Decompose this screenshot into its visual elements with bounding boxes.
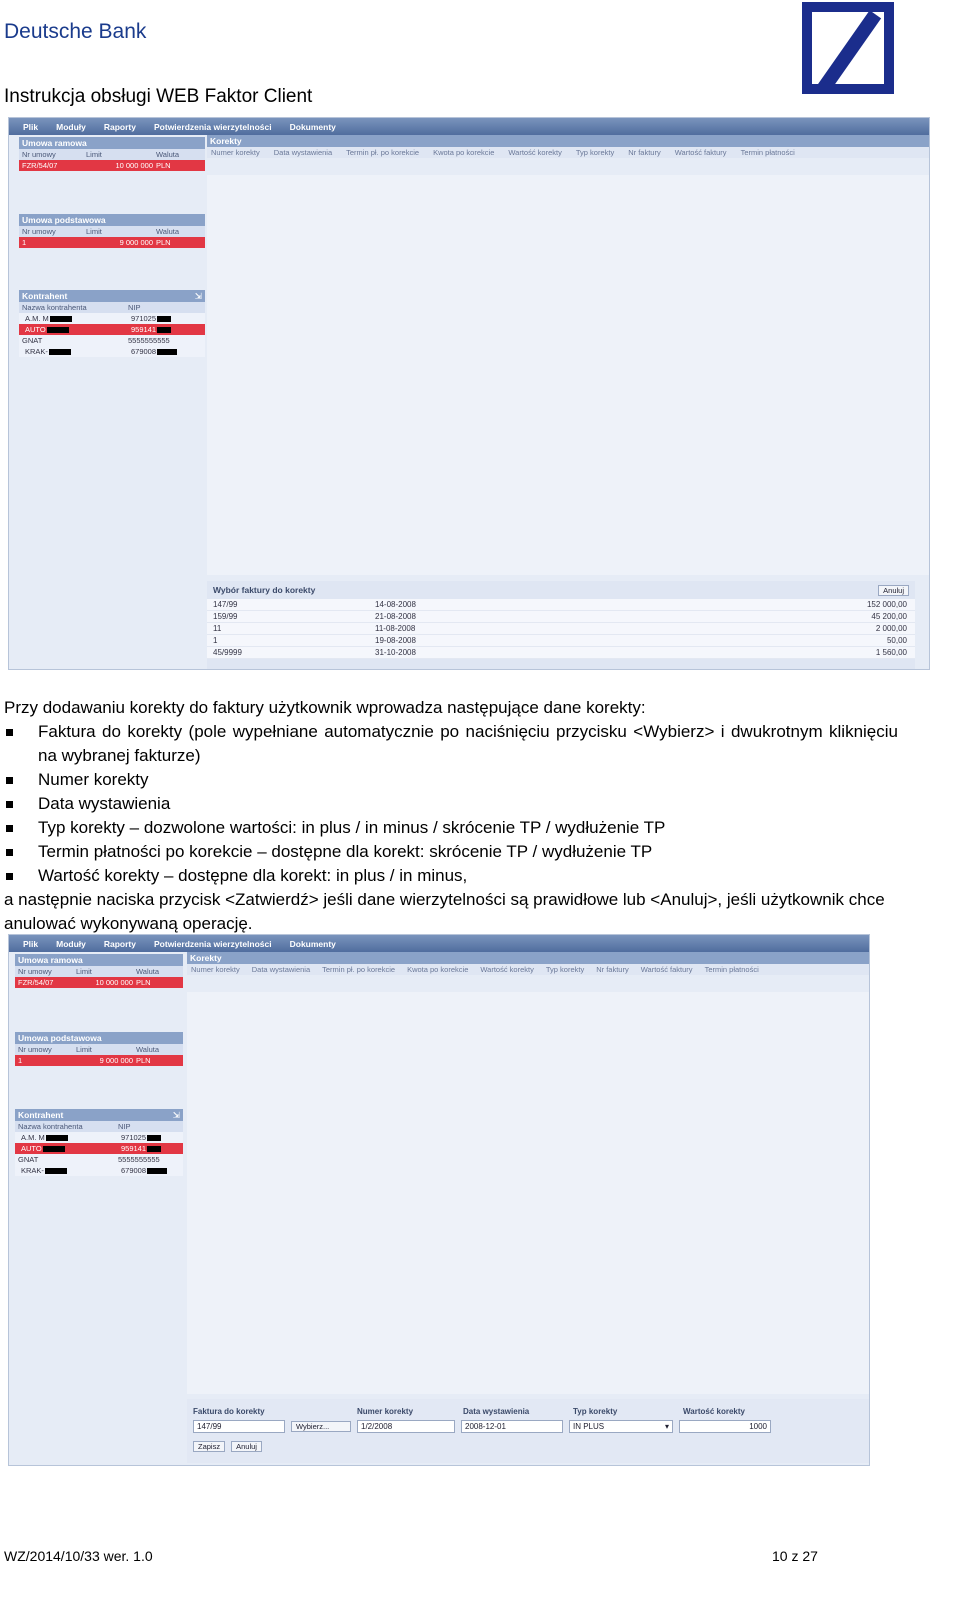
table-row[interactable]	[19, 346, 205, 357]
col-nr-faktury[interactable]: Nr faktury	[628, 148, 661, 157]
cell: 31-10-2008	[375, 648, 416, 657]
col-termin-po-korekcie[interactable]: Termin pł. po korekcie	[322, 965, 396, 974]
cell: AUTO	[21, 1144, 42, 1153]
select-invoice-button[interactable]: Wybierz...	[291, 1421, 351, 1432]
list-item: Numer korekty	[4, 768, 898, 792]
col-data-wystawienia[interactable]: Data wystawienia	[251, 965, 311, 974]
cell: 971025	[121, 1133, 147, 1142]
cell: 5555555555	[128, 336, 170, 345]
correction-value-field[interactable]: 1000	[679, 1420, 771, 1433]
invoice-field[interactable]: 147/99	[193, 1420, 285, 1433]
cell: GNAT	[22, 336, 43, 345]
cell: 5555555555	[118, 1155, 160, 1164]
col-nazwa: Nazwa kontrahenta	[22, 303, 87, 312]
save-button[interactable]: Zapisz	[193, 1441, 225, 1452]
col-nr-umowy: Nr umowy	[18, 967, 52, 976]
kontrahent-panel	[15, 1109, 183, 1176]
cell: 1 560,00	[875, 648, 907, 657]
umowa-podstawowa-panel	[19, 214, 205, 248]
correction-number-field[interactable]: 1/2/2008	[357, 1420, 455, 1433]
col-termin-platnosci[interactable]: Termin płatności	[740, 148, 795, 157]
label-wartosc: Wartość korekty	[683, 1407, 745, 1416]
cell: 14-08-2008	[375, 600, 416, 609]
cell: A.M. M	[25, 314, 49, 323]
cell: GNAT	[18, 1155, 39, 1164]
col-nr-umowy: Nr umowy	[22, 150, 56, 159]
cell: 679008	[121, 1166, 147, 1175]
panel-title: Korekty	[210, 136, 242, 146]
invoice-picker-dialog	[207, 581, 915, 670]
table-row[interactable]	[207, 611, 915, 623]
cell: 9 000 000	[99, 1056, 133, 1065]
col-termin-po-korekcie[interactable]: Termin pł. po korekcie	[346, 148, 420, 157]
cell: 45/9999	[213, 648, 242, 657]
list-item: Data wystawienia	[4, 792, 898, 816]
menu-plik[interactable]: Plik	[23, 121, 39, 132]
document-title: Instrukcja obsługi WEB Faktor Client	[4, 86, 313, 107]
col-nr-umowy: Nr umowy	[18, 1045, 52, 1054]
panel-title: Umowa ramowa	[22, 138, 87, 148]
table-row[interactable]	[207, 599, 915, 611]
col-waluta: Waluta	[156, 227, 180, 236]
table-row[interactable]	[19, 335, 205, 346]
cell: KRAK-	[25, 347, 48, 356]
cell: 959141	[121, 1144, 147, 1153]
table-row[interactable]	[15, 1154, 183, 1165]
cell: 21-08-2008	[375, 612, 416, 621]
cell: PLN	[156, 161, 171, 170]
cell: 2 000,00	[875, 624, 907, 633]
outro-paragraph: a następnie naciska przycisk <Zatwierdź> jeśli dane wierzytelności są prawidłowe lub <Anuluj>, jeśli użytkownik chce anulować wykonywaną operację.	[4, 890, 885, 933]
col-nr-faktury[interactable]: Nr faktury	[596, 965, 629, 974]
menu-raporty[interactable]: Raporty	[103, 938, 136, 949]
korekty-panel	[207, 135, 929, 175]
collapse-icon[interactable]: ⇲	[172, 1109, 180, 1120]
cell: 45 200,00	[871, 612, 907, 621]
col-wartosc-korekty[interactable]: Wartość korekty	[508, 148, 562, 157]
list-item: Typ korekty – dozwolone wartości: in plus / in minus / skrócenie TP / wydłużenie TP	[4, 816, 898, 840]
cell: PLN	[136, 1056, 151, 1065]
col-nr-umowy: Nr umowy	[22, 227, 56, 236]
table-row[interactable]	[207, 623, 915, 635]
cell: 11-08-2008	[375, 624, 416, 633]
screenshot-invoice-picker	[8, 117, 930, 670]
col-wartosc-korekty[interactable]: Wartość korekty	[480, 965, 534, 974]
panel-title: Kontrahent	[18, 1110, 64, 1120]
col-limit: Limit	[76, 967, 92, 976]
cell: A.M. M	[21, 1133, 45, 1142]
kontrahent-panel	[19, 290, 205, 357]
table-row[interactable]	[19, 237, 205, 248]
intro-paragraph: Przy dodawaniu korekty do faktury użytkownik wprowadza następujące dane korekty:	[4, 698, 646, 717]
col-waluta: Waluta	[136, 1045, 160, 1054]
cell: 1	[213, 636, 218, 645]
panel-title: Umowa podstawowa	[18, 1033, 102, 1043]
label-faktura: Faktura do korekty	[193, 1407, 265, 1416]
cell: 1	[22, 238, 27, 247]
cell: PLN	[136, 978, 151, 987]
menu-bar	[9, 118, 929, 135]
deutsche-bank-logo	[802, 2, 894, 94]
col-kwota-po-korekcie[interactable]: Kwota po korekcie	[433, 148, 495, 157]
table-row[interactable]	[207, 635, 915, 647]
selected-value: IN PLUS	[573, 1422, 605, 1431]
screenshot-correction-form	[8, 934, 870, 1466]
menu-potwierdzenia[interactable]: Potwierdzenia wierzytelności	[154, 121, 272, 132]
cell: 152 000,00	[866, 600, 907, 609]
col-numer-korekty[interactable]: Numer korekty	[191, 965, 240, 974]
cell: FZR/54/07	[22, 161, 58, 170]
col-typ-korekty[interactable]: Typ korekty	[575, 148, 615, 157]
brand-name: Deutsche Bank	[4, 20, 147, 43]
col-limit: Limit	[76, 1045, 92, 1054]
col-typ-korekty[interactable]: Typ korekty	[545, 965, 585, 974]
table-row[interactable]	[15, 1132, 183, 1143]
cancel-button[interactable]: Anuluj	[231, 1441, 262, 1452]
cell: 10 000 000	[115, 161, 153, 170]
panel-title: Umowa podstawowa	[22, 215, 106, 225]
cell: 19-08-2008	[375, 636, 416, 645]
document-code: WZ/2014/10/33 wer. 1.0	[4, 1548, 153, 1564]
korekty-columns	[187, 964, 869, 975]
menu-dokumenty[interactable]: Dokumenty	[289, 121, 336, 132]
umowa-ramowa-panel	[15, 954, 183, 988]
menu-raporty[interactable]: Raporty	[103, 121, 136, 132]
table-row[interactable]	[15, 1055, 183, 1066]
collapse-icon[interactable]: ⇲	[194, 290, 202, 301]
list-item: Faktura do korekty (pole wypełniane automatycznie po naciśnięciu przycisku <Wybierz> i dwukrotnym kliknięciu na wybranej fakturze)	[4, 720, 898, 768]
table-row[interactable]	[19, 160, 205, 171]
umowa-podstawowa-panel	[15, 1032, 183, 1066]
umowa-ramowa-panel	[19, 137, 205, 171]
label-numer: Numer korekty	[357, 1407, 414, 1416]
issue-date-field[interactable]: 2008-12-01	[461, 1420, 563, 1433]
cell: FZR/54/07	[18, 978, 54, 987]
cell: PLN	[156, 238, 171, 247]
cancel-button[interactable]: Anuluj	[878, 585, 909, 596]
col-wartosc-faktury[interactable]: Wartość faktury	[674, 148, 727, 157]
col-waluta: Waluta	[136, 967, 160, 976]
col-nip: NIP	[128, 303, 141, 312]
col-limit: Limit	[86, 227, 102, 236]
col-termin-platnosci[interactable]: Termin płatności	[704, 965, 759, 974]
col-waluta: Waluta	[156, 150, 180, 159]
col-data-wystawienia[interactable]: Data wystawienia	[273, 148, 333, 157]
cell: 959141	[131, 325, 157, 334]
menu-moduly[interactable]: Moduły	[56, 121, 86, 132]
cell: 9 000 000	[119, 238, 153, 247]
table-row[interactable]	[15, 977, 183, 988]
table-row[interactable]	[19, 313, 205, 324]
cell: 10 000 000	[95, 978, 133, 987]
cell: AUTO	[25, 325, 46, 334]
panel-title: Korekty	[190, 953, 222, 963]
label-typ: Typ korekty	[573, 1407, 618, 1416]
menu-plik[interactable]: Plik	[23, 938, 39, 949]
chevron-down-icon: ▾	[664, 1422, 669, 1431]
panel-title: Kontrahent	[22, 291, 68, 301]
panel-title: Umowa ramowa	[18, 955, 83, 965]
table-row[interactable]	[15, 1143, 183, 1154]
menu-dokumenty[interactable]: Dokumenty	[289, 938, 336, 949]
korekty-columns	[207, 147, 929, 158]
page-number: 10 z 27	[772, 1548, 818, 1564]
table-row[interactable]	[19, 324, 205, 335]
table-row[interactable]	[207, 647, 915, 659]
col-limit: Limit	[86, 150, 102, 159]
cell: 147/99	[213, 600, 238, 609]
label-data: Data wystawienia	[463, 1407, 530, 1416]
cell: KRAK-	[21, 1166, 44, 1175]
cell: 11	[213, 624, 222, 633]
korekty-panel	[187, 952, 869, 992]
dialog-title: Wybór faktury do korekty	[213, 585, 316, 595]
col-wartosc-faktury[interactable]: Wartość faktury	[640, 965, 693, 974]
col-numer-korekty[interactable]: Numer korekty	[211, 148, 260, 157]
cell: 971025	[131, 314, 157, 323]
cell: 159/99	[213, 612, 238, 621]
menu-moduly[interactable]: Moduły	[56, 938, 86, 949]
menu-potwierdzenia[interactable]: Potwierdzenia wierzytelności	[154, 938, 272, 949]
list-item: Wartość korekty – dostępne dla korekt: in plus / in minus,	[4, 864, 898, 888]
menu-bar	[9, 935, 869, 952]
korekty-list-area	[187, 992, 869, 1394]
table-row[interactable]	[15, 1165, 183, 1176]
korekty-list-area	[207, 175, 929, 575]
col-nazwa: Nazwa kontrahenta	[18, 1122, 83, 1131]
fields-list	[4, 720, 898, 888]
correction-type-select[interactable]	[569, 1420, 673, 1433]
cell: 679008	[131, 347, 157, 356]
cell: 50,00	[886, 636, 907, 645]
col-kwota-po-korekcie[interactable]: Kwota po korekcie	[407, 965, 469, 974]
cell: 1	[18, 1056, 23, 1065]
list-item: Termin płatności po korekcie – dostępne dla korekt: skrócenie TP / wydłużenie TP	[4, 840, 898, 864]
correction-form	[187, 1399, 869, 1463]
col-nip: NIP	[118, 1122, 131, 1131]
